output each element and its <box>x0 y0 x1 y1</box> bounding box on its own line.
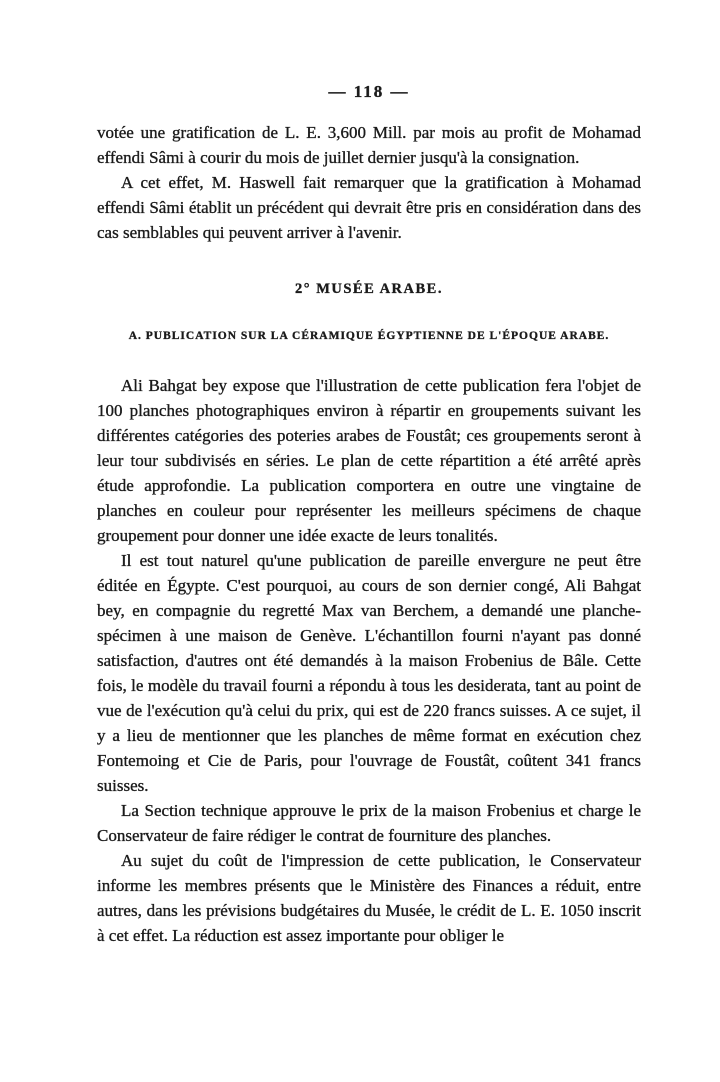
paragraph-ali-bahgat-expose: Ali Bahgat bey expose que l'illustration de cette publication fera l'objet de 100 planches photographiques environ à répartir en groupements suivant les différentes catégories des poteries arabes de Foustât; ces groupements seront à leur tour subdivisés en séries. Le plan de cette répartition a été arrêté après étude approfondie. La publication comportera en outre une vingtaine de planches en couleur pour représenter les meilleurs spécimens de chaque groupement pour donner une idée exacte de leurs tonalités. <box>97 376 641 545</box>
paragraph-cout-impression: Au sujet du coût de l'impression de cette publication, le Conservateur informe les membres présents que le Ministère des Finances a réduit, entre autres, dans les prévisions budgétaires du Musée, le crédit de L. E. 1050 inscrit à cet effet. La réduction est assez importante pour obliger le <box>97 851 641 945</box>
document-body <box>97 120 641 948</box>
section-heading-musee-arabe: 2° MUSÉE ARABE. <box>295 281 443 297</box>
subsection-heading-publication-ceramique: A. PUBLICATION SUR LA CÉRAMIQUE ÉGYPTIENNE DE L'ÉPOQUE ARABE. <box>128 330 610 342</box>
paragraph-section-technique-approuve: La Section technique approuve le prix de la maison Frobenius et charge le Conservateur de faire rédiger le contrat de fourniture des planches. <box>97 801 641 845</box>
paragraph-edition-geneve-frobenius: Il est tout naturel qu'une publication de pareille envergure ne peut être éditée en Égypte. C'est pourquoi, au cours de son dernier congé, Ali Bahgat bey, en compagnie du regretté Max van Berchem, a demandé une planche-spécimen à une maison de Genève. L'échantillon fourni n'ayant pas donné satisfaction, d'autres ont été demandés à la maison Frobenius de Bâle. Cette fois, le modèle du travail fourni a répondu à tous les desiderata, tant au point de vue de l'exécution qu'à celui du prix, qui est de 220 francs suisses. A ce sujet, il y a lieu de mentionner que les planches de même format en exécution chez Fontemoing et Cie de Paris, pour l'ouvrage de Foustât, coûtent 341 francs suisses. <box>97 551 641 795</box>
paragraph-haswell-remark: A cet effet, M. Haswell fait remarquer que la gratification à Mohamad effendi Sâmi établit un précédent qui devrait être pris en considération dans des cas semblables qui peuvent arriver à l'avenir. <box>97 173 641 242</box>
paragraph-gratification-continuation: votée une gratification de L. E. 3,600 Mill. par mois au profit de Mohamad effendi Sâmi à courir du mois de juillet dernier jusqu'à la consignation. <box>97 123 641 167</box>
page-number: — 118 — <box>328 82 410 101</box>
